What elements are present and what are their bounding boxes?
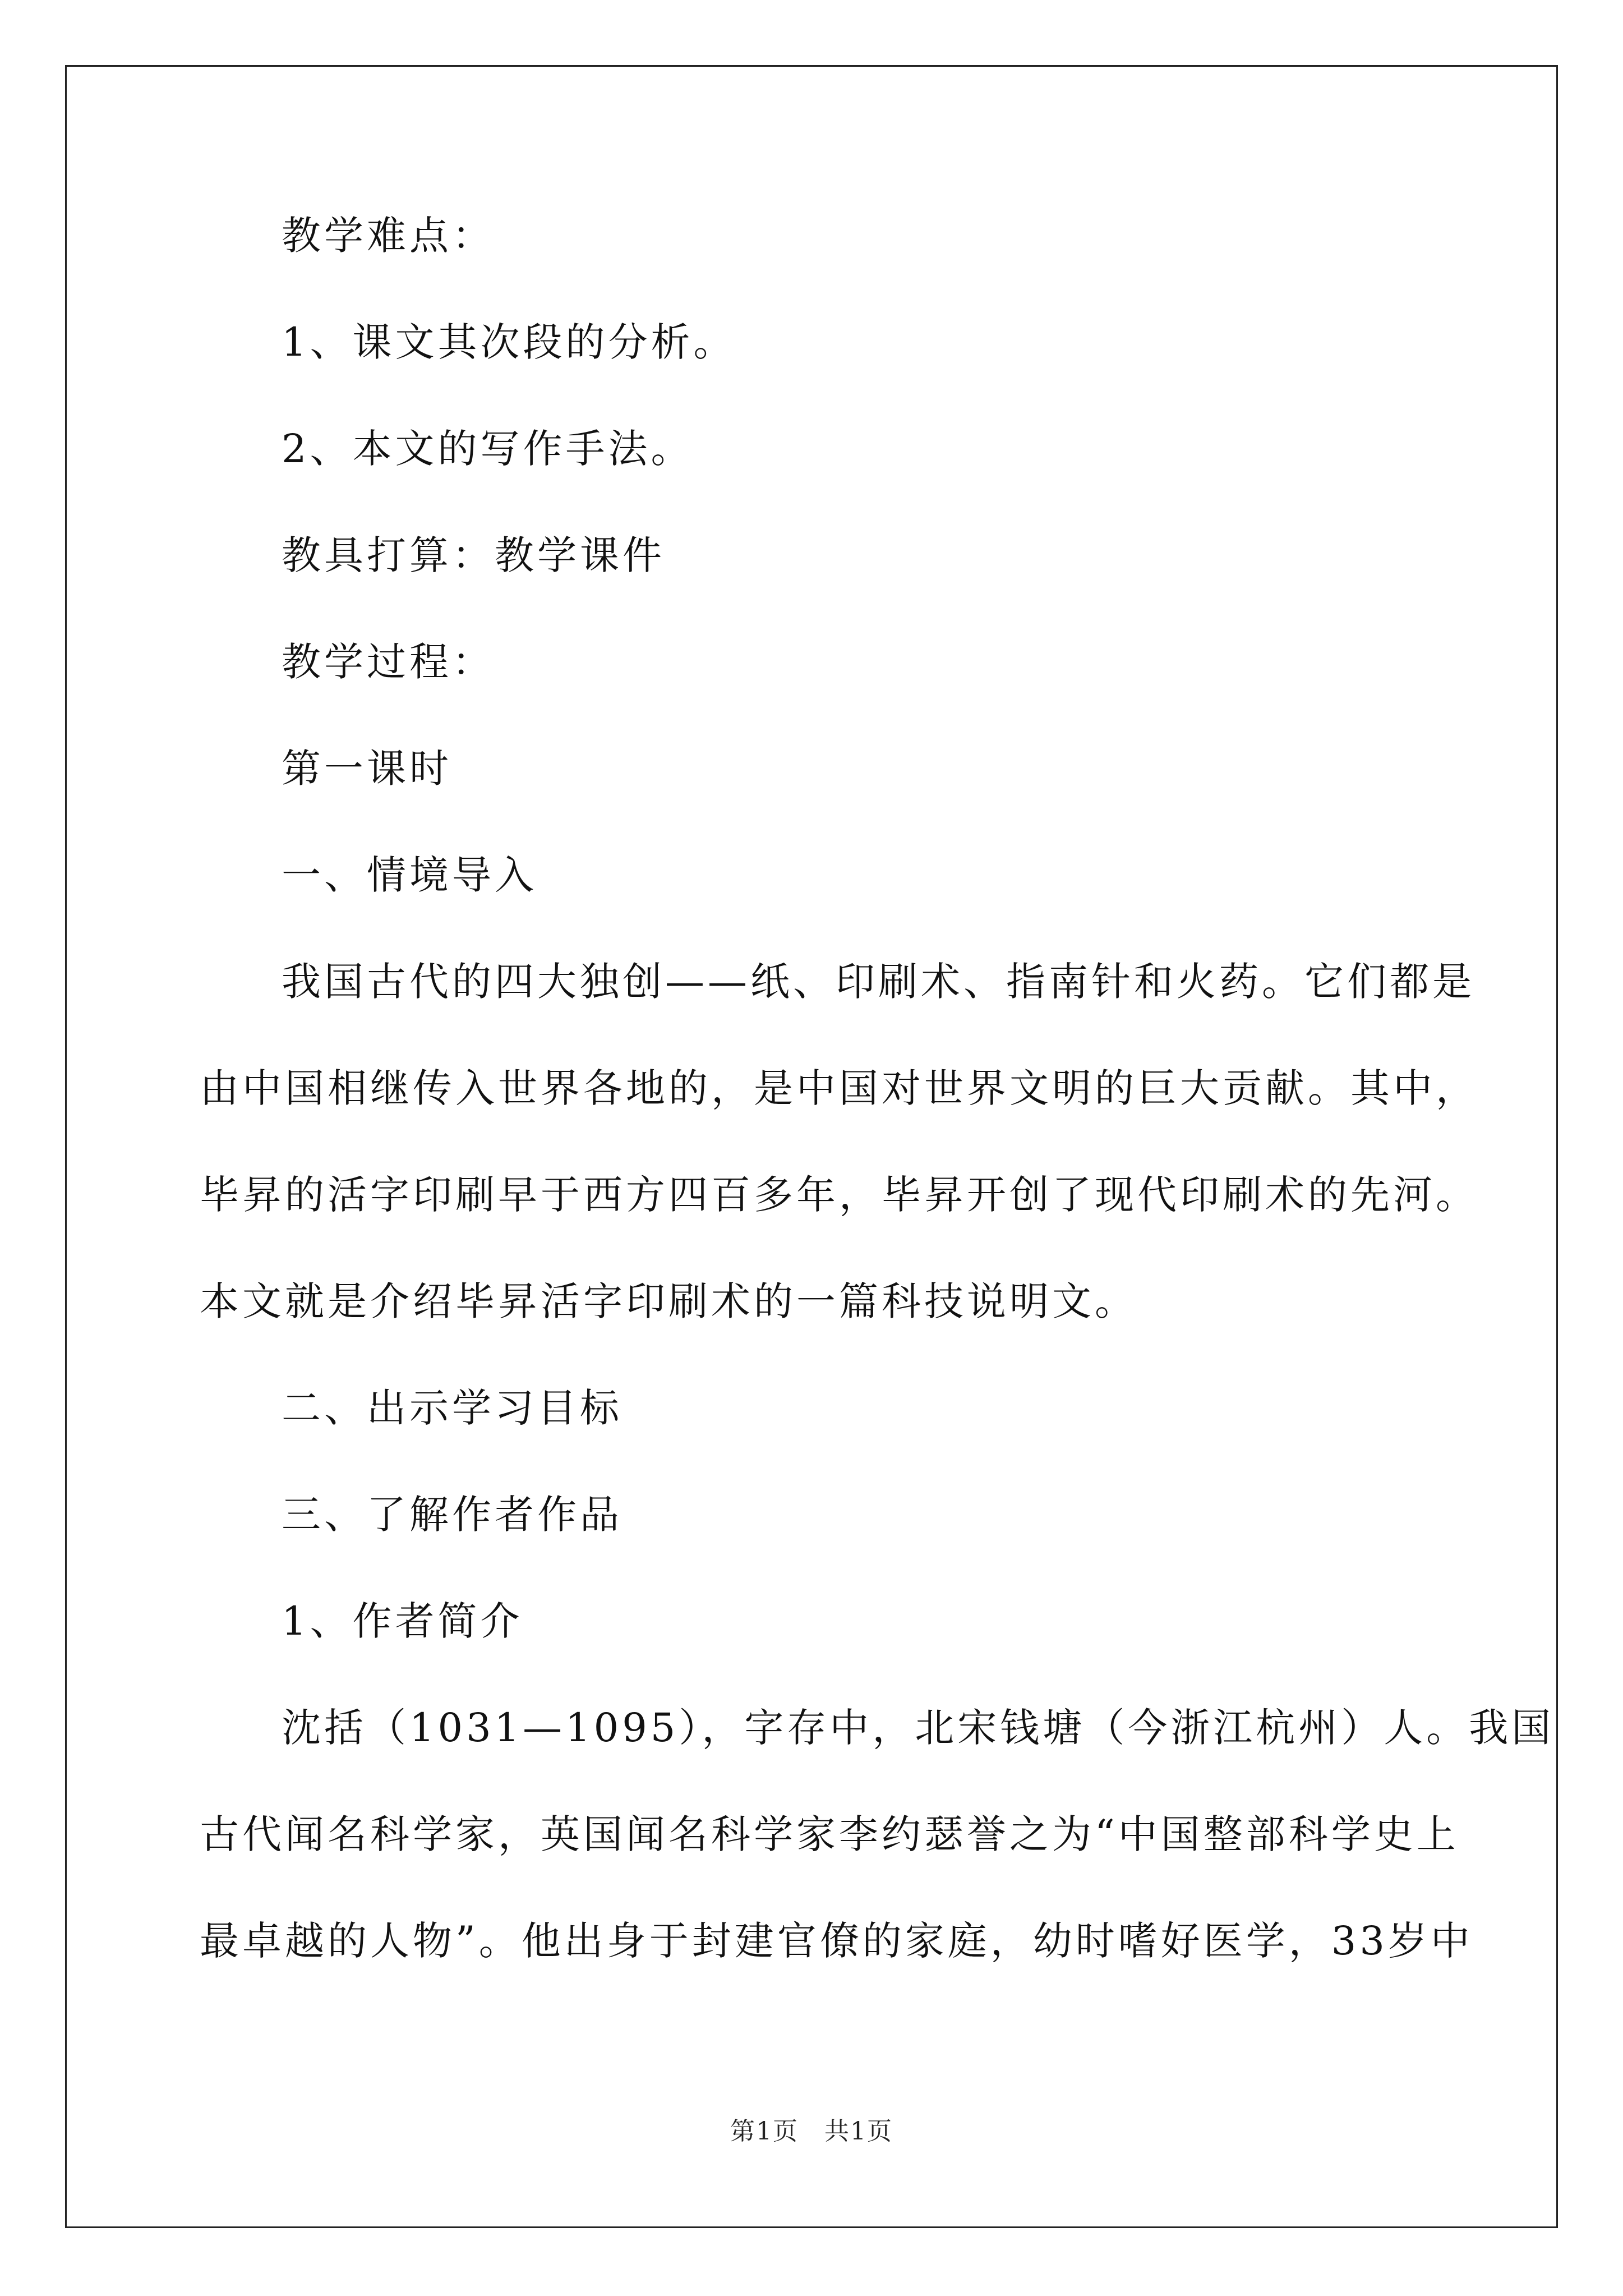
author-intro-heading: 1、作者简介: [282, 1598, 523, 1644]
heading-difficulties: 教学难点：: [282, 213, 495, 259]
lesson-one-title: 第一课时: [282, 746, 452, 792]
intro-paragraph-line-4: 本文就是介绍毕昇活字印刷术的一篇科技说明文。: [200, 1278, 1137, 1324]
page-border: [65, 65, 1558, 2228]
intro-paragraph-line-3: 毕昇的活字印刷早于西方四百多年，毕昇开创了现代印刷术的先河。: [200, 1172, 1478, 1218]
teaching-aids: 教具打算：教学课件: [282, 532, 665, 578]
author-paragraph-line-1: 沈括（1031—1095），字存中，北宋钱塘（今浙江杭州）人。我国: [282, 1705, 1555, 1751]
difficulty-item-1: 1、课文其次段的分析。: [282, 319, 736, 365]
author-paragraph-line-2: 古代闻名科学家，英国闻名科学家李约瑟誉之为“中国整部科学史上: [200, 1811, 1459, 1857]
section-intro-heading: 一、情境导入: [282, 852, 537, 898]
intro-paragraph-line-2: 由中国相继传入世界各地的，是中国对世界文明的巨大贡献。其中，: [200, 1065, 1478, 1111]
intro-paragraph-line-1: 我国古代的四大独创——纸、印刷术、指南针和火药。它们都是: [282, 959, 1475, 1005]
author-paragraph-line-3: 最卓越的人物”。他出身于封建官僚的家庭，幼时嗜好医学，33岁中: [200, 1918, 1473, 1964]
difficulty-item-2: 2、本文的写作手法。: [282, 426, 694, 472]
section-goals-heading: 二、出示学习目标: [282, 1385, 623, 1431]
section-author-heading: 三、了解作者作品: [282, 1492, 623, 1538]
page-number-footer: 第1页 共1页: [730, 2117, 893, 2146]
heading-process: 教学过程：: [282, 639, 495, 685]
